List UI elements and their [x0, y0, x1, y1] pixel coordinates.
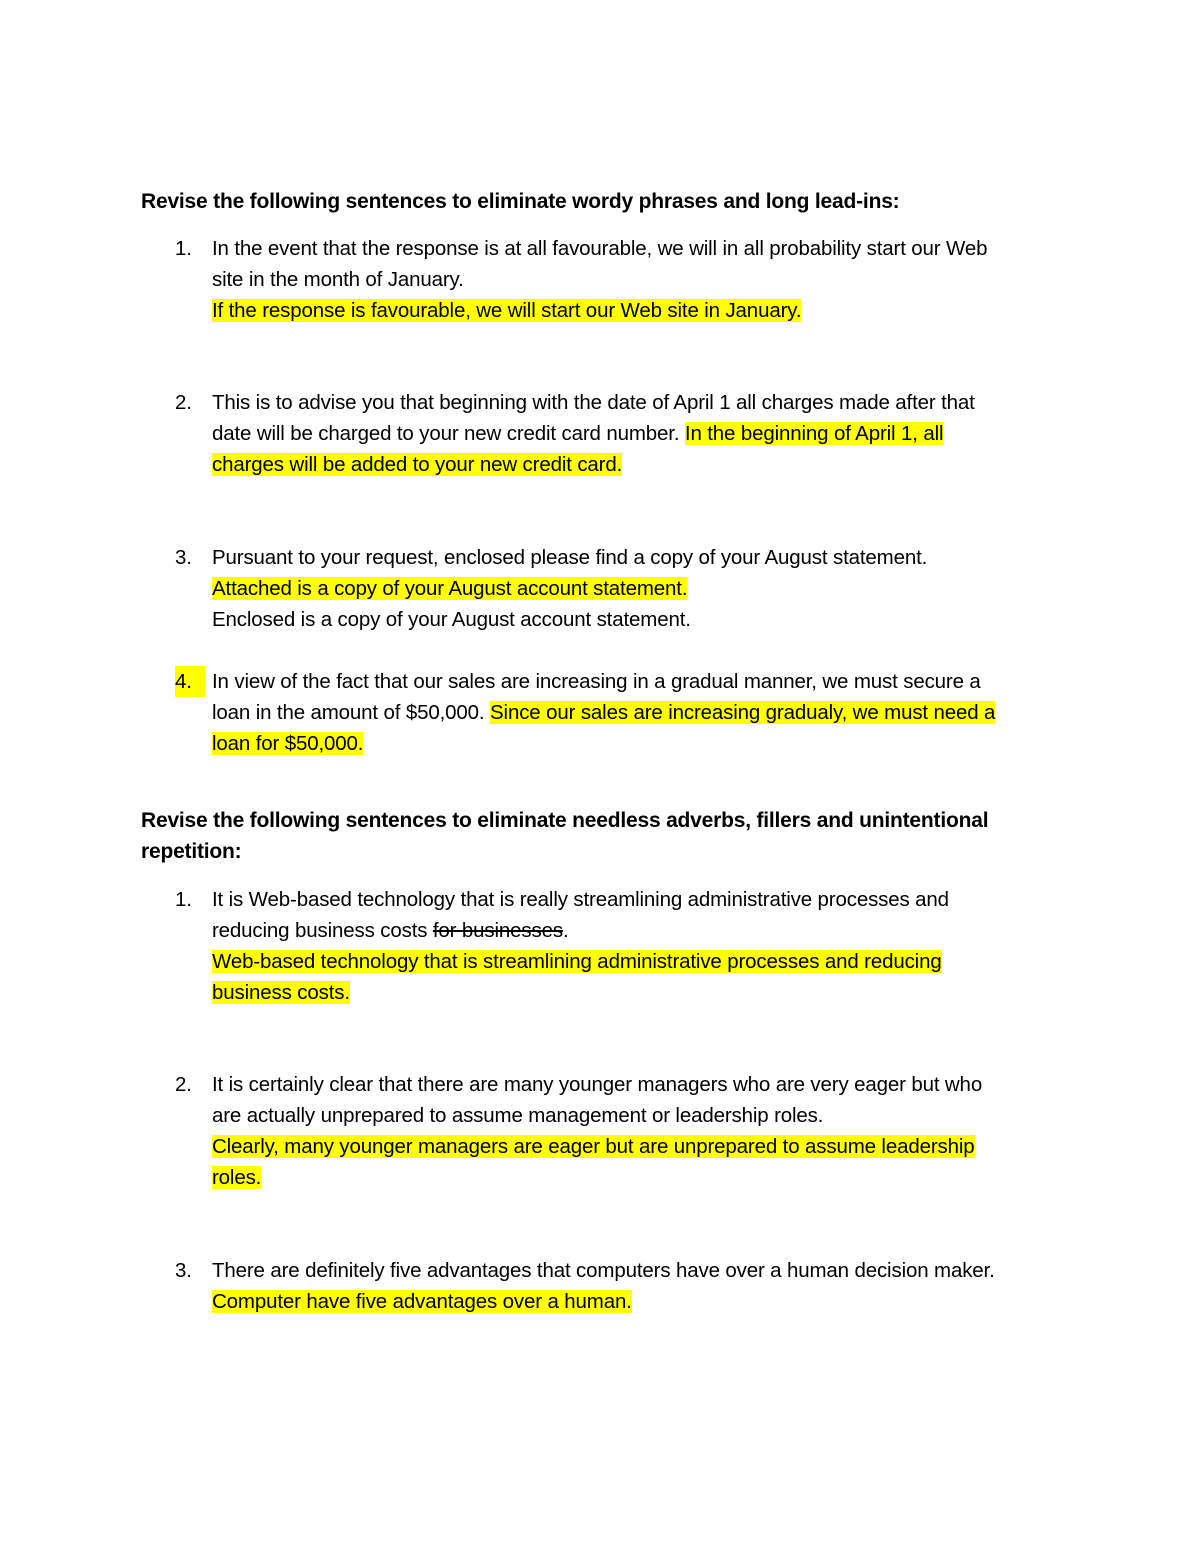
item-text	[212, 387, 1072, 480]
item-text	[212, 542, 1072, 635]
original-sentence-line: In the event that the response is at all favourable, we will in all probability start our Web	[212, 237, 988, 260]
original-sentence-line: Pursuant to your request, enclosed please find a copy of your August statement.	[212, 546, 928, 569]
item-number: 1.	[175, 888, 192, 911]
struck-text: for businesses	[432, 919, 563, 942]
revised-answer: business costs.	[212, 981, 350, 1004]
revised-answer: loan for $50,000.	[212, 732, 364, 755]
item-text: It is Web-based technology that is really streamlining administrative processes and reducing business costs for businesses. Web-based technology that is streamlining administrative processes and reducing business costs.	[212, 884, 1072, 1008]
section-heading-needless-adverbs: Revise the following sentences to eliminate needless adverbs, fillers and unintentional repetition:	[141, 809, 989, 863]
original-sentence-line: There are definitely five advantages that computers have over a human decision maker.	[212, 1259, 995, 1282]
revised-answer: Attached is a copy of your August account statement.	[212, 577, 688, 600]
item-number: 2.	[175, 1073, 192, 1096]
original-sentence-line: This is to advise you that beginning with the date of April 1 all charges made after that	[212, 391, 975, 414]
original-sentence-line: are actually unprepared to assume management or leadership roles.	[212, 1104, 824, 1127]
original-sentence-line: It is certainly clear that there are many younger managers who are very eager but who	[212, 1073, 983, 1096]
section-heading-wordy-phrases: Revise the following sentences to eliminate wordy phrases and long lead-ins:	[141, 190, 900, 213]
item-text	[212, 233, 1072, 326]
revised-answer: Clearly, many younger managers are eager but are unprepared to assume leadership	[212, 1135, 975, 1158]
item-number: 4.	[175, 666, 205, 697]
original-sentence-line: It is Web-based technology that is really streamlining administrative processes and	[212, 888, 949, 911]
revised-answer: Computer have five advantages over a human.	[212, 1290, 632, 1313]
original-sentence-line: site in the month of January.	[212, 268, 464, 291]
alternate-answer: Enclosed is a copy of your August account statement.	[212, 608, 691, 631]
revised-answer: charges will be added to your new credit card.	[212, 453, 623, 476]
item-number: 3.	[175, 1259, 192, 1282]
item-text	[212, 666, 1072, 759]
revised-answer: If the response is favourable, we will start our Web site in January.	[212, 299, 802, 322]
item-number: 1.	[175, 237, 192, 260]
revised-answer: Since our sales are increasing gradualy, we must need a	[490, 701, 996, 724]
original-sentence-line: loan in the amount of $50,000.	[212, 701, 485, 724]
original-sentence-line: In view of the fact that our sales are increasing in a gradual manner, we must secure a	[212, 670, 981, 693]
revised-answer: Web-based technology that is streamlining administrative processes and reducing	[212, 950, 942, 973]
original-sentence-line: date will be charged to your new credit card number.	[212, 422, 680, 445]
original-sentence-line: reducing business costs	[212, 919, 428, 942]
revised-answer: In the beginning of April 1, all	[684, 422, 944, 445]
item-number: 3.	[175, 546, 192, 569]
revised-answer: roles.	[212, 1166, 262, 1189]
item-text	[212, 1069, 1072, 1193]
item-text	[212, 1255, 1072, 1317]
item-number: 2.	[175, 391, 192, 414]
